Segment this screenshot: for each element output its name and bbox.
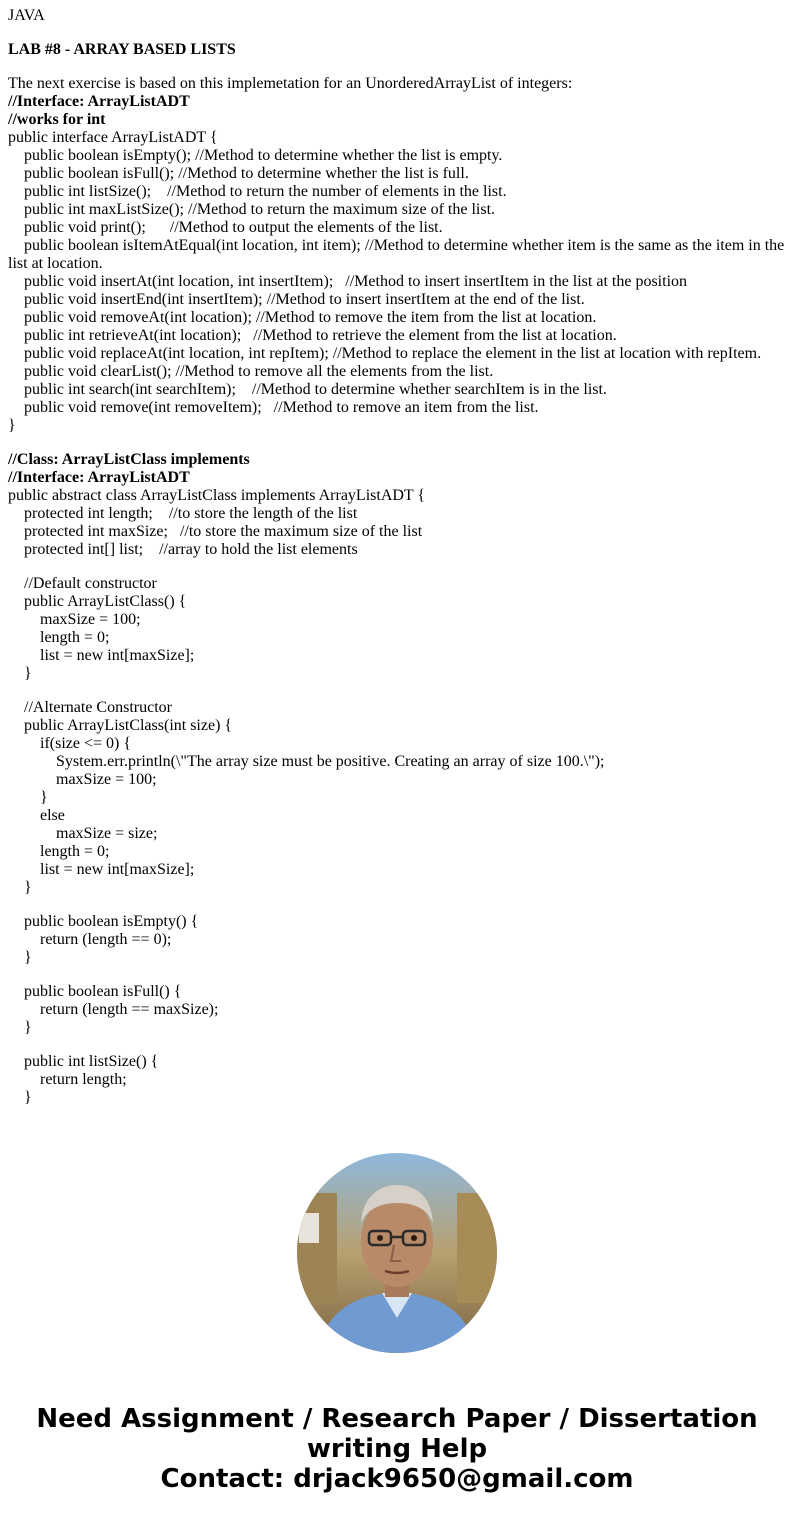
code-line: maxSize = 100; [40,611,141,628]
contact-banner [0,1404,794,1494]
closing-brace: } [24,1019,32,1036]
code-line: list = new int[maxSize]; [40,861,195,878]
interface-method: public void replaceAt(int location, int repItem); //Method to replace the element in the list at location with repItem. [24,345,762,362]
cta-contact: Contact: drjack9650@gmail.com [160,1464,634,1494]
class-comment: //Class: ArrayListClass implements [8,451,250,468]
default-ctor-declaration: public ArrayListClass() { [24,593,187,610]
document-body [8,7,788,1107]
interface-method: public boolean isFull(); //Method to determine whether the list is full. [24,165,469,182]
cta-line: Need Assignment / Research Paper / Dissertation [36,1404,758,1434]
author-avatar [297,1153,497,1353]
language-label: JAVA [8,7,45,24]
code-line: return (length == maxSize); [40,1001,219,1018]
code-line: return (length == 0); [40,931,172,948]
code-line: list = new int[maxSize]; [40,647,195,664]
intro-text: The next exercise is based on this implemetation for an UnorderedArrayList of integers: [8,75,573,92]
isempty-declaration: public boolean isEmpty() { [24,913,199,930]
closing-brace: } [8,417,16,434]
listsize-declaration: public int listSize() { [24,1053,159,1070]
interface-method: public int maxListSize(); //Method to return the maximum size of the list. [24,201,496,218]
interface-method: public void clearList(); //Method to remove all the elements from the list. [24,363,494,380]
interface-method: public void print(); //Method to output the elements of the list. [24,219,443,236]
code-line: maxSize = size; [56,825,158,842]
code-line: System.err.println(\"The array size must be positive. Creating an array of size 100.\"); [56,753,605,770]
field-declaration: protected int[] list; //array to hold the list elements [24,541,358,558]
field-declaration: protected int length; //to store the length of the list [24,505,358,522]
interface-method: public void insertAt(int location, int insertItem); //Method to insert insertItem in the list at the position [24,273,688,290]
alt-ctor-comment: //Alternate Constructor [24,699,172,716]
closing-brace: } [24,665,32,682]
code-line: if(size <= 0) { [40,735,132,752]
code-line: maxSize = 100; [56,771,157,788]
isfull-declaration: public boolean isFull() { [24,983,182,1000]
closing-brace: } [24,1089,32,1106]
interface-method: public void remove(int removeItem); //Method to remove an item from the list. [24,399,539,416]
interface-method: public int listSize(); //Method to return the number of elements in the list. [24,183,507,200]
interface-method: public void insertEnd(int insertItem); //Method to insert insertItem at the end of the list. [24,291,585,308]
interface-comment: //works for int [8,111,106,128]
interface-method: public int retrieveAt(int location); //Method to retrieve the element from the list at location. [24,327,617,344]
alt-ctor-declaration: public ArrayListClass(int size) { [24,717,233,734]
field-declaration: protected int maxSize; //to store the maximum size of the list [24,523,423,540]
interface-method: public void removeAt(int location); //Method to remove the item from the list at location. [24,309,597,326]
default-ctor-comment: //Default constructor [24,575,157,592]
code-line: else [40,807,65,824]
code-line: length = 0; [40,843,110,860]
interface-method: public int search(int searchItem); //Method to determine whether searchItem is in the list. [24,381,607,398]
class-comment: //Interface: ArrayListADT [8,469,190,486]
portrait-image [297,1153,497,1353]
interface-method: public boolean isEmpty(); //Method to determine whether the list is empty. [24,147,503,164]
closing-brace: } [24,879,32,896]
code-line: length = 0; [40,629,110,646]
lab-title: LAB #8 - ARRAY BASED LISTS [8,41,236,58]
class-declaration: public abstract class ArrayListClass implements ArrayListADT { [8,487,426,504]
closing-brace: } [24,949,32,966]
interface-method: public boolean isItemAtEqual(int location, int item); //Method to determine whether item is the same as the item in the list at location. [8,237,785,272]
code-line: return length; [40,1071,127,1088]
closing-brace: } [40,789,48,806]
interface-declaration: public interface ArrayListADT { [8,129,218,146]
cta-line: writing Help [306,1434,488,1464]
interface-comment: //Interface: ArrayListADT [8,93,190,110]
